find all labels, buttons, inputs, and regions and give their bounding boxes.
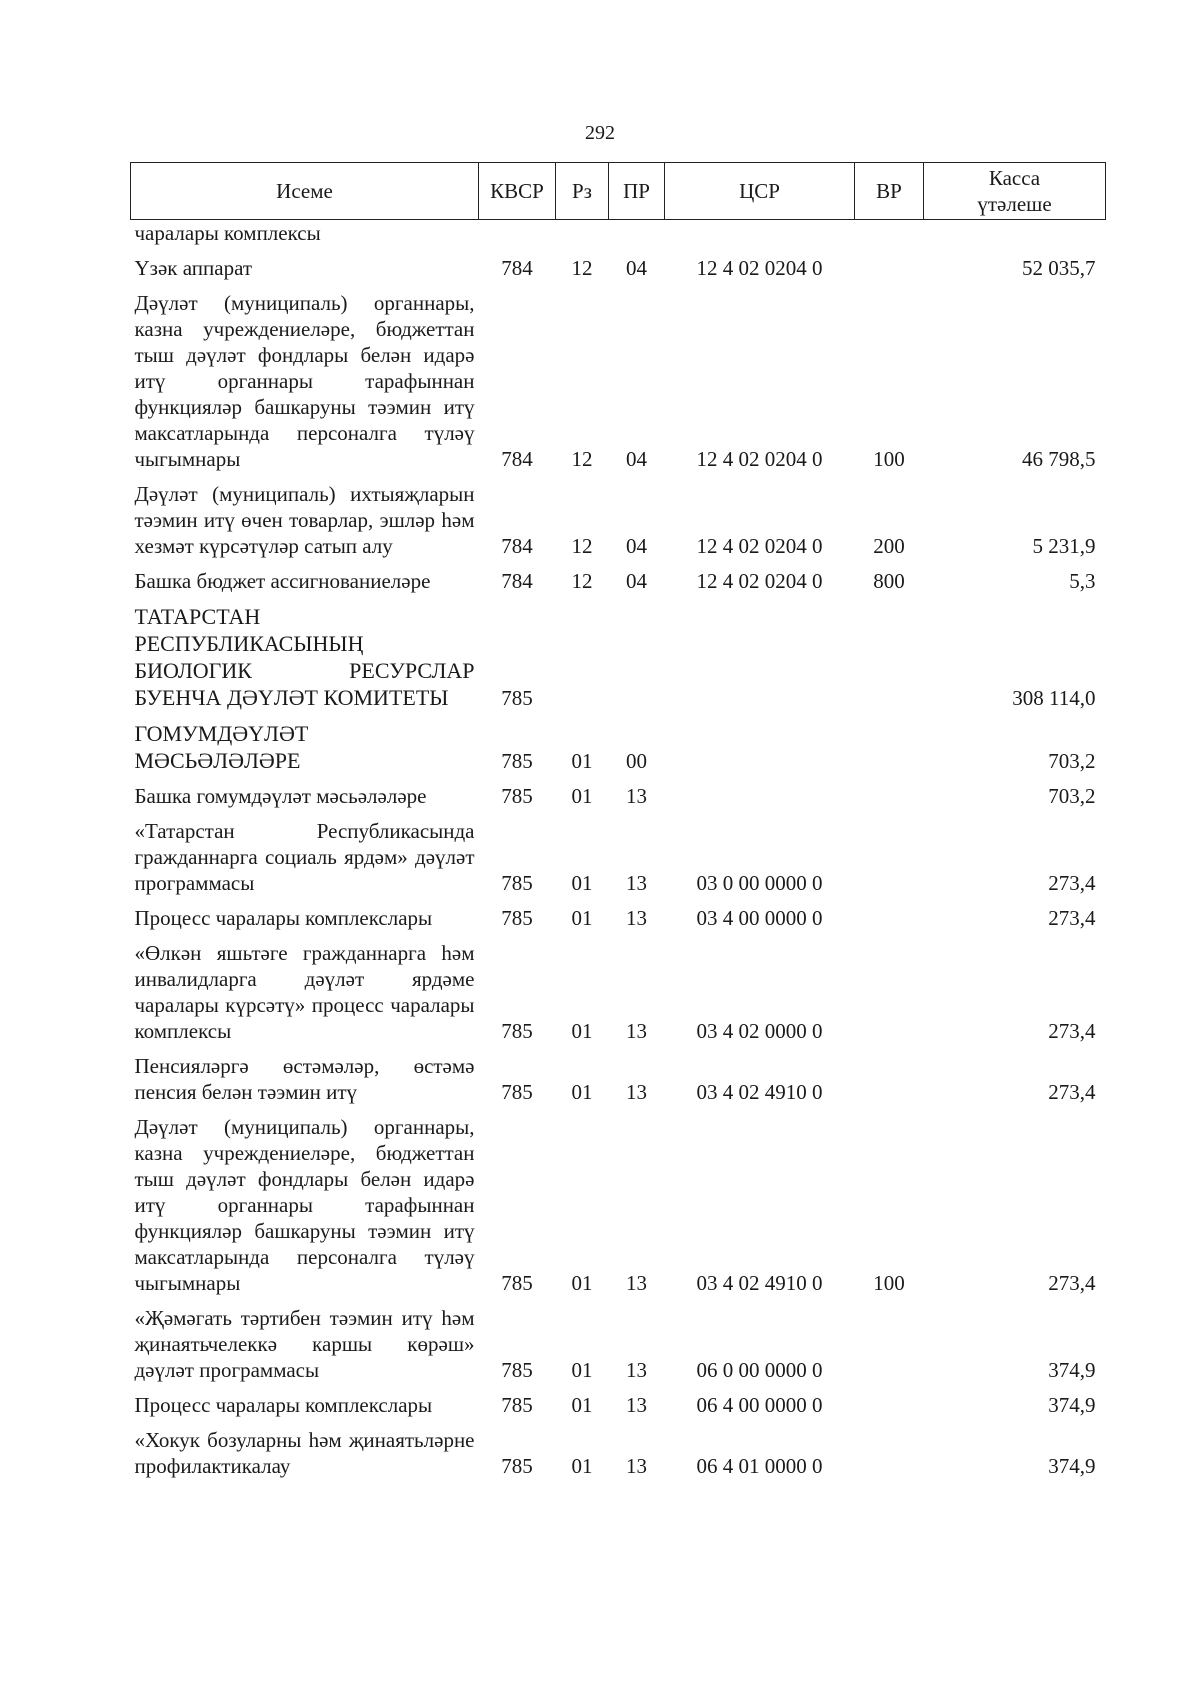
cell-csr: 03 0 00 0000 0 — [696, 871, 823, 895]
cell-pr: 04 — [626, 447, 647, 471]
cell-rz: 01 — [571, 1271, 593, 1295]
cell-sum: 308 114,0 — [1012, 686, 1096, 710]
cell-pr: 00 — [626, 749, 647, 773]
cell-pr — [609, 220, 665, 250]
cell-rz: 01 — [571, 1454, 593, 1478]
cell-pr: 13 — [626, 906, 647, 930]
cell-kvsr: 785 — [501, 1393, 533, 1417]
header-pr: ПР — [609, 163, 665, 220]
cell-sum: 46 798,5 — [1022, 447, 1096, 471]
cell-rz: 12 — [571, 256, 593, 280]
cell-rz: 12 — [571, 447, 593, 471]
table-row — [131, 1299, 1106, 1386]
cell-vr: 100 — [873, 447, 905, 471]
cell-kvsr: 785 — [501, 1358, 533, 1382]
cell-vr: 800 — [873, 569, 905, 593]
cell-vr — [855, 934, 924, 1047]
cell-sum: 703,2 — [1048, 749, 1096, 773]
cell-kvsr: 785 — [501, 1454, 533, 1478]
cell-name: Башка бюджет ассигнованиеләре — [134, 569, 431, 593]
cell-kvsr: 785 — [501, 686, 533, 710]
cell-pr: 04 — [626, 256, 647, 280]
cell-kvsr: 785 — [501, 906, 533, 930]
cell-sum: 374,9 — [1048, 1454, 1096, 1478]
budget-sheet — [130, 162, 1105, 1482]
header-sum — [924, 163, 1106, 220]
cell-kvsr: 785 — [501, 1019, 533, 1043]
cell-sum: 273,4 — [1048, 1019, 1096, 1043]
table-row — [131, 1386, 1106, 1421]
cell-csr: 06 4 01 0000 0 — [696, 1454, 823, 1478]
table-row — [131, 1047, 1106, 1108]
header-kvsr: КВСР — [479, 163, 556, 220]
budget-table — [130, 162, 1106, 1482]
table-row — [131, 1108, 1106, 1299]
cell-vr — [855, 249, 924, 284]
cell-kvsr: 785 — [501, 1271, 533, 1295]
table-row — [131, 597, 1106, 714]
cell-csr: 03 4 02 0000 0 — [696, 1019, 823, 1043]
cell-rz: 01 — [571, 871, 593, 895]
cell-name: Башка гомумдәүләт мәсьәләләре — [134, 784, 427, 808]
cell-pr: 13 — [626, 1358, 647, 1382]
cell-csr — [665, 220, 855, 250]
table-row — [131, 220, 1106, 250]
cell-rz: 01 — [571, 1358, 593, 1382]
cell-name: «Җәмәгать тәртибен тәэмин итү һәм җинаятьчелеккә каршы көрәш» дәүләт программасы — [134, 1306, 475, 1382]
cell-sum: 273,4 — [1048, 1080, 1096, 1104]
cell-pr: 13 — [626, 1393, 647, 1417]
cell-sum: 5,3 — [1069, 569, 1096, 593]
cell-csr — [665, 597, 855, 714]
cell-rz: 01 — [571, 906, 593, 930]
cell-name: чаралары комплексы — [134, 221, 321, 245]
cell-rz: 12 — [571, 534, 593, 558]
cell-name: Дәүләт (муниципаль) ихтыяҗларын тәэмин итү өчен товарлар, эшләр һәм хезмәт күрсәтүләр сатып алу — [134, 482, 475, 558]
cell-sum: 5 231,9 — [1032, 534, 1096, 558]
cell-name: «Хокук бозуларны һәм җинаятьләрне профилактикалау — [134, 1428, 475, 1478]
table-row — [131, 1421, 1106, 1482]
cell-pr: 13 — [626, 1080, 647, 1104]
cell-kvsr: 784 — [501, 534, 533, 558]
page-number: 292 — [585, 122, 615, 144]
cell-sum: 374,9 — [1048, 1358, 1096, 1382]
header-sum-line2: үтәлеше — [977, 192, 1052, 216]
cell-pr: 13 — [626, 871, 647, 895]
cell-vr — [855, 812, 924, 899]
cell-csr: 03 4 02 4910 0 — [696, 1080, 823, 1104]
cell-name: Процесс чаралары комплекслары — [134, 906, 433, 930]
cell-name: «Өлкән яшьтәге гражданнарга һәм инвалидларга дәүләт ярдәме чаралары күрсәтү» процесс чаралары комплексы — [134, 941, 475, 1043]
cell-csr: 03 4 02 4910 0 — [696, 1271, 823, 1295]
cell-rz: 01 — [571, 1393, 593, 1417]
table-header — [131, 163, 1106, 220]
table-row — [131, 812, 1106, 899]
table-row — [131, 562, 1106, 597]
table-body — [131, 220, 1106, 1483]
cell-vr — [855, 1421, 924, 1482]
table-row — [131, 284, 1106, 475]
table-row — [131, 475, 1106, 562]
cell-pr: 13 — [626, 1454, 647, 1478]
cell-kvsr: 784 — [501, 569, 533, 593]
cell-name: Процесс чаралары комплекслары — [134, 1393, 433, 1417]
header-rz: Рз — [556, 163, 609, 220]
table-row — [131, 934, 1106, 1047]
cell-rz: 01 — [571, 1019, 593, 1043]
cell-pr: 13 — [626, 784, 647, 808]
cell-vr — [855, 1386, 924, 1421]
table-row — [131, 899, 1106, 934]
cell-vr — [855, 899, 924, 934]
cell-kvsr: 784 — [501, 447, 533, 471]
cell-csr — [665, 777, 855, 812]
cell-vr — [855, 777, 924, 812]
cell-sum: 52 035,7 — [1022, 256, 1096, 280]
cell-name: Үзәк аппарат — [134, 256, 253, 280]
header-csr: ЦСР — [665, 163, 855, 220]
cell-pr: 04 — [626, 569, 647, 593]
header-sum-line1: Касса — [988, 166, 1041, 190]
table-row — [131, 249, 1106, 284]
cell-vr — [855, 597, 924, 714]
cell-name: Дәүләт (муниципаль) органнары, казна учреждениеләре, бюджеттан тыш дәүләт фондлары белән идарә итү органнары тарафыннан функцияләр башкаруны тәэмин итү максатларында персоналга түләү чыгымнары — [134, 1115, 475, 1295]
cell-vr: 200 — [873, 534, 905, 558]
cell-vr: 100 — [873, 1271, 905, 1295]
cell-pr: 04 — [626, 534, 647, 558]
cell-vr — [855, 714, 924, 777]
cell-csr: 06 0 00 0000 0 — [696, 1358, 823, 1382]
cell-kvsr: 785 — [501, 784, 533, 808]
cell-pr: 13 — [626, 1271, 647, 1295]
cell-name: ТАТАРСТАН РЕСПУБЛИКАСЫНЫҢ БИОЛОГИК РЕСУРСЛАР БУЕНЧА ДӘҮЛӘТ КОМИТЕТЫ — [134, 604, 475, 710]
cell-kvsr: 785 — [501, 749, 533, 773]
header-vr: ВР — [855, 163, 924, 220]
cell-csr: 03 4 00 0000 0 — [696, 906, 823, 930]
cell-rz — [556, 597, 609, 714]
cell-name: Пенсияләргә өстәмәләр, өстәмә пенсия белән тәэмин итү — [134, 1054, 475, 1104]
cell-rz: 01 — [571, 749, 593, 773]
cell-csr: 12 4 02 0204 0 — [696, 534, 823, 558]
cell-rz: 12 — [571, 569, 593, 593]
cell-csr: 12 4 02 0204 0 — [696, 256, 823, 280]
header-name: Исеме — [131, 163, 479, 220]
cell-sum: 273,4 — [1048, 906, 1096, 930]
cell-name: ГОМУМДӘҮЛӘТ МӘСЬӘЛӘЛӘРЕ — [134, 721, 309, 773]
cell-name: «Татарстан Республикасында гражданнарга социаль ярдәм» дәүләт программасы — [134, 819, 475, 895]
cell-sum: 374,9 — [1048, 1393, 1096, 1417]
cell-vr — [855, 1299, 924, 1386]
cell-rz — [556, 220, 609, 250]
cell-name: Дәүләт (муниципаль) органнары, казна учреждениеләре, бюджеттан тыш дәүләт фондлары белән идарә итү органнары тарафыннан функцияләр башкаруны тәэмин итү максатларында персоналга түләү чыгымнары — [134, 291, 475, 471]
cell-kvsr: 785 — [501, 871, 533, 895]
cell-csr: 06 4 00 0000 0 — [696, 1393, 823, 1417]
cell-kvsr: 785 — [501, 1080, 533, 1104]
cell-vr — [855, 1047, 924, 1108]
cell-kvsr: 784 — [501, 256, 533, 280]
table-row — [131, 714, 1106, 777]
cell-sum: 273,4 — [1048, 1271, 1096, 1295]
cell-sum — [924, 220, 1106, 250]
cell-csr: 12 4 02 0204 0 — [696, 447, 823, 471]
cell-vr — [855, 220, 924, 250]
cell-sum: 703,2 — [1048, 784, 1096, 808]
cell-kvsr — [479, 220, 556, 250]
cell-rz: 01 — [571, 1080, 593, 1104]
cell-csr: 12 4 02 0204 0 — [696, 569, 823, 593]
table-row — [131, 777, 1106, 812]
cell-pr — [609, 597, 665, 714]
cell-rz: 01 — [571, 784, 593, 808]
cell-csr — [665, 714, 855, 777]
cell-sum: 273,4 — [1048, 871, 1096, 895]
cell-pr: 13 — [626, 1019, 647, 1043]
